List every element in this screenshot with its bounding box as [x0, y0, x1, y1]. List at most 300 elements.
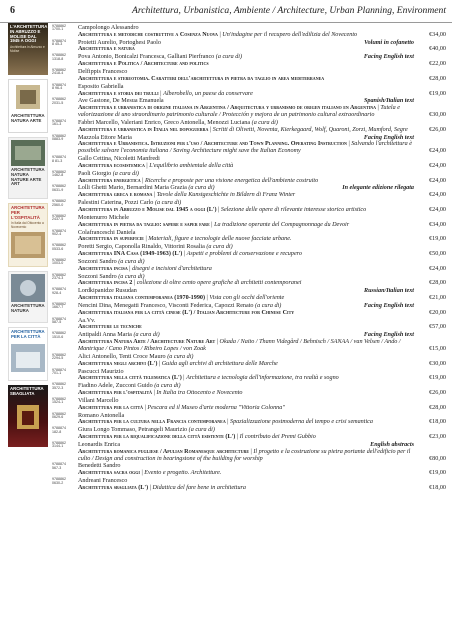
entry-price: €26,00: [429, 126, 446, 133]
catalog-entry[interactable]: [52, 442, 446, 462]
entry-subtitle: Spazializzazione postmoderna del tempo e crisi semantica: [230, 419, 373, 426]
entry-subtitle: Didattica del fare bene in architettura: [152, 484, 246, 491]
catalog-entry[interactable]: [52, 200, 446, 214]
isbn-suffix: 1667-7: [52, 305, 64, 310]
isbn-suffix: 2294-5: [52, 356, 64, 361]
entry-subtitle: Okada / Naito / Thann Videgård / Behnisch / SANAA / van Velsen / Ando / Mantrique / Cano Pintos / Ribeiro Lopes / von Zoak: [78, 339, 401, 352]
isbn-suffix: 0629-6: [52, 414, 64, 419]
isbn-suffix: 1003-0: [52, 261, 64, 266]
isbn-code: [52, 156, 76, 163]
entry-title: Architettura greca e romana: [78, 192, 153, 199]
cover-illustration: [11, 140, 45, 166]
catalog-entry[interactable]: [52, 25, 446, 39]
entry-price: €23,00: [429, 434, 446, 441]
entry-author: Fabbri Marcello, Valeriani Enrico, Greco Antonella, Menozzi Luciana: [78, 119, 251, 126]
catalog-entry[interactable]: [52, 354, 446, 368]
cover-illustration: [13, 82, 43, 112]
entry-title: Architettura per la città: [78, 404, 144, 411]
catalog-entry[interactable]: [52, 274, 446, 288]
catalog-entry[interactable]: [52, 84, 446, 98]
entry-author: Pascucci Maurizio: [78, 368, 124, 375]
entry-flag: Facing English text: [363, 134, 414, 141]
catalog-entry[interactable]: [52, 230, 446, 244]
isbn-suffix: 567-3: [52, 465, 62, 470]
book-cover[interactable]: [8, 79, 48, 133]
isbn-code: [52, 84, 76, 91]
entry-price: €57,00: [429, 324, 446, 331]
entry-author: Aa.Vv.: [78, 317, 96, 324]
entry-author: Sozzoni Sandro: [78, 273, 117, 280]
entry-title-line: [78, 32, 414, 39]
entry-separator: |: [225, 419, 231, 426]
catalog-entry[interactable]: [52, 40, 446, 54]
entry-title: Architettura per la cultura nella Francia contemporanea: [78, 419, 226, 426]
entry-author: Romano Antonella: [78, 412, 125, 419]
catalog-entry[interactable]: [52, 244, 446, 258]
entry-title: Architettura e urbanistica in Italia nel dopoguerra: [78, 126, 209, 133]
entry-author: Montenurro Michele: [78, 214, 129, 221]
isbn-prefix: 9788862: [52, 396, 66, 401]
entry-author-line: [78, 413, 414, 420]
entry-separator: |: [249, 448, 254, 455]
isbn-prefix: 9788874: [52, 462, 66, 467]
entry-subtitle: In Italia tra Ottocento e Novecento: [156, 390, 243, 396]
catalog-entry[interactable]: [52, 171, 446, 185]
entry-author: Antipaldi Anna Maria: [78, 332, 132, 339]
entry-price: €19,00: [429, 90, 446, 97]
entry-title-line: [78, 419, 414, 426]
cover-subtitle: Architettura in Abruzzo e Molise: [10, 45, 45, 53]
entry-title-line: [78, 178, 414, 185]
isbn-suffix: 2418-4: [52, 71, 64, 76]
isbn-code: [52, 259, 76, 266]
isbn-code: [52, 288, 76, 295]
entry-author-line: [78, 215, 414, 222]
entry-title-line: [78, 390, 414, 397]
isbn-code: [52, 413, 76, 420]
entry-separator: |: [182, 251, 187, 258]
entry-editor-note: (a cura di): [154, 383, 181, 390]
entry-price: €19,00: [429, 236, 446, 243]
cover-title: ARCHITETTURA NATURA ARTE: [11, 113, 45, 123]
entry-subtitle: Scritti di Olivetti, Noventa, Kierkegaard, Wolf, Quaroni, Zorzi, Mumford, Segre: [212, 126, 408, 133]
isbn-suffix: 0883-9: [52, 137, 64, 142]
entry-author-line: [78, 478, 414, 485]
cover-illustration: [11, 344, 45, 372]
isbn-code: [52, 463, 76, 470]
isbn-code: [52, 69, 76, 76]
cover-illustration: [13, 401, 43, 433]
catalog-entries: [52, 25, 446, 493]
entry-title: Architettura e stereotomia. Caratteri dell'architettura in pietra da taglio in area mediterranea: [78, 75, 325, 82]
isbn-prefix: 9788874: [52, 316, 66, 321]
book-covers-column: [8, 23, 48, 451]
entry-author-line: [78, 259, 414, 266]
entry-separator: |: [132, 280, 137, 287]
cover-title: ARCHITETTURA NATURA NATURE ARTE ART: [11, 167, 45, 187]
entry-title: Architettura INA Casa (1949-1963) (L'): [78, 251, 183, 258]
catalog-entry[interactable]: [52, 185, 446, 199]
entry-author-line: [78, 120, 414, 127]
entry-title-line: [78, 405, 414, 412]
isbn-suffix: 928-4: [52, 290, 62, 295]
entry-separator: |: [144, 162, 150, 169]
entry-separator: |: [209, 221, 215, 228]
isbn-suffix: 1462-8: [52, 173, 64, 178]
entry-title: Architettura sbagliata (L'): [78, 484, 149, 491]
isbn-code: [52, 442, 76, 449]
entry-subtitle: Salvando l'architettura è possibile salvare l'economia italiana / Saving Architecture might save the Italian Economy: [78, 141, 412, 155]
isbn-suffix: 161-3: [52, 122, 62, 127]
catalog-entry[interactable]: [52, 427, 446, 441]
entry-separator: |: [215, 339, 220, 346]
isbn-prefix: 9788874: [52, 38, 66, 43]
catalog-entry[interactable]: [52, 383, 446, 397]
isbn-prefix: 9788862: [52, 199, 66, 204]
entry-title-line: [78, 141, 414, 155]
entry-price: €24,00: [429, 177, 446, 184]
entry-separator: |: [157, 360, 162, 367]
entry-author-line: [78, 156, 414, 163]
entry-author: Lolli Ghetti Mario, Bernardini Maria Grazia: [78, 185, 187, 192]
entry-title: Architettura Natura Arte / Architecture Nature Art: [78, 339, 216, 346]
entry-title: Architettura e Urbanistica. Istruzioni per l'uso / Architecture and Town Planning. Operating Instruction: [78, 141, 347, 148]
catalog-entry[interactable]: [52, 69, 446, 83]
entry-title-line: [78, 339, 414, 353]
page-header: [0, 0, 452, 23]
catalog-entry[interactable]: [52, 54, 446, 68]
entry-title-line: [78, 375, 414, 382]
isbn-suffix: 8 45-3: [52, 42, 63, 47]
entry-subtitle: Evento e progetto. Architetture.: [144, 470, 222, 477]
entry-separator: |: [376, 105, 381, 112]
entry-title-line: [78, 163, 414, 170]
entry-price: €24,00: [429, 162, 446, 169]
entry-title: Architettura italiana contemporanea (1970-1990): [78, 295, 206, 302]
entry-author: Giura Longo Tommaso, Petrangeli Maurizio: [78, 427, 188, 434]
entry-author: Pova Antonio, Bonicalzi Francesca, Galliani Pierfranco: [78, 54, 215, 61]
entry-author: Leonardis Enrica: [78, 441, 121, 448]
entry-title-line: [78, 91, 414, 98]
entry-editor-note: (a cura di): [118, 258, 145, 265]
entry-editor-note: (a cura di): [167, 353, 194, 360]
isbn-prefix: 9788862: [52, 213, 66, 218]
entry-separator: |: [205, 295, 210, 302]
entry-title: Architettura e natura: [78, 46, 135, 53]
entry-author: Lordkipanidze Rusudan: [78, 288, 137, 295]
isbn-suffix: 902-4: [52, 231, 62, 236]
entry-author: Campolongo Alessandro: [78, 25, 139, 31]
isbn-prefix: 9788862: [52, 440, 66, 445]
entry-subtitle: Il progetto e la costruzione su pietra portante dell'edificio per il culto / Design and construction in bearingstone of the building for worship: [78, 448, 411, 462]
isbn-prefix: 9788874: [52, 426, 66, 431]
entry-separator: |: [148, 484, 153, 491]
isbn-code: [52, 120, 76, 127]
entry-subtitle: collezione di oltre cento opere grafiche di architetti contemporanei: [136, 280, 302, 287]
entry-separator: |: [181, 375, 187, 382]
entry-title: Architettura ecosistemica: [78, 162, 145, 169]
entry-editor-note: (a cura di): [188, 427, 215, 434]
isbn-prefix: 9788862: [52, 382, 66, 387]
entry-author-line: [78, 54, 414, 61]
entry-author: Nencini Dina, Menegatti Francesco, Visconti Federica, Capozzi Renato: [78, 302, 254, 309]
entry-title-line: [78, 105, 414, 119]
entry-title-line: [78, 127, 414, 134]
isbn-code: [52, 398, 76, 405]
isbn-suffix: 3572-3: [52, 385, 64, 390]
isbn-code: [52, 54, 76, 61]
entry-price: €20,00: [429, 309, 446, 316]
entry-title: Architettura italiana per la città cinese (L') / Italian Architecture for Chinese City: [78, 309, 295, 316]
isbn-suffix: 2437-5: [52, 217, 64, 222]
catalog-entry[interactable]: [52, 303, 446, 317]
isbn-prefix: 9788862: [52, 68, 66, 73]
isbn-suffix: 2374-3: [52, 276, 64, 280]
catalog-entry[interactable]: [52, 120, 446, 134]
isbn-suffix: 2560-0: [52, 202, 64, 207]
entry-author: Fiadino Adele, Zucconi Guido: [78, 383, 153, 390]
entry-title-line: [78, 222, 414, 229]
entry-price: €80,00: [429, 455, 446, 462]
isbn-prefix: 9788862: [52, 133, 66, 138]
entry-separator: |: [127, 265, 133, 272]
entry-author-line: [78, 171, 414, 178]
entry-subtitle: Tavole della Kunstgeschichte in Bildern di Franz Winter: [156, 192, 296, 199]
catalog-entry[interactable]: [52, 135, 446, 155]
isbn-prefix: 9788862: [52, 477, 66, 482]
entry-price: €24,00: [429, 192, 446, 199]
entry-author: Villani Marcello: [78, 397, 119, 404]
entry-price: €24,00: [429, 206, 446, 213]
isbn-code: [52, 135, 76, 142]
catalog-entry[interactable]: [52, 413, 446, 427]
entry-author: Sozzoni Sandro: [78, 258, 117, 265]
entry-author-line: [78, 383, 414, 390]
catalog-entry[interactable]: [52, 98, 446, 118]
entry-separator: |: [216, 206, 221, 213]
entry-subtitle: Selezione delle opere di rilevante interesse storico artistico: [220, 206, 367, 213]
entry-title: Architettura e metodiche costruttive a Cosenza Nuova: [78, 31, 218, 38]
isbn-code: [52, 332, 76, 339]
entry-flag: Russian/Italian text: [364, 288, 414, 295]
entry-author: Andreani Francesco: [78, 478, 128, 485]
entry-author-line: [78, 463, 414, 470]
catalog-entry[interactable]: [52, 332, 446, 352]
entry-subtitle: Il contributo dei Premi Gubbio: [239, 434, 316, 441]
isbn-code: [52, 274, 76, 281]
entry-separator: |: [143, 404, 148, 411]
entry-separator: |: [140, 177, 145, 184]
entry-author: Alici Antonello, Tenti Croce Mauro: [78, 353, 166, 360]
catalog-entry[interactable]: [52, 463, 446, 477]
isbn-code: [52, 185, 76, 192]
catalog-entry[interactable]: [52, 215, 446, 229]
entry-title-line: [78, 324, 414, 331]
book-cover[interactable]: [8, 137, 48, 199]
entry-subtitle: Alberobello, un paese da conservare: [163, 90, 253, 97]
entry-subtitle: disegni e incisioni d'architettura: [132, 265, 212, 272]
entry-separator: |: [152, 192, 157, 199]
entry-title: Architettura e Politica / Architecture and politics: [78, 61, 209, 68]
entry-flag: Facing English text: [363, 302, 414, 309]
entry-author: Mazzola Ettore Maria: [78, 134, 132, 141]
cover-title: ARCHITETTURA PER LA CITTÀ: [11, 329, 45, 339]
isbn-code: [52, 98, 76, 105]
isbn-suffix: 2031-5: [52, 100, 64, 105]
isbn-code: [52, 40, 76, 47]
book-cover[interactable]: [8, 203, 48, 267]
entry-title-line: [78, 361, 414, 368]
entry-price: €28,00: [429, 75, 446, 82]
entry-price: €30,00: [429, 360, 446, 367]
entry-title-line: [78, 485, 414, 492]
cover-title: ARCHITETTURA NATURA: [11, 303, 45, 313]
isbn-suffix: 182-8: [52, 429, 62, 434]
isbn-code: [52, 427, 76, 434]
catalog-entry[interactable]: [52, 398, 446, 412]
entry-title-line: [78, 76, 414, 83]
entry-subtitle: Vista con gli occhi dell'oriente: [209, 295, 285, 302]
entry-flag: English abstracts: [370, 441, 414, 448]
entry-title: Architettura negli archivi (L'): [78, 360, 158, 367]
entry-author-line: [78, 303, 414, 310]
entry-title-line: [78, 266, 414, 273]
entry-author: Palestini Caterina, Pozzi Carlo: [78, 200, 154, 207]
catalog-entry[interactable]: [52, 288, 446, 302]
isbn-prefix: 9788862: [52, 97, 66, 102]
isbn-code: [52, 369, 76, 376]
entry-price: €40,00: [429, 46, 446, 53]
entry-editor-note: (a cura di): [255, 302, 282, 309]
entry-title: Architettura incisa: [78, 265, 128, 272]
entry-price: €15,00: [429, 345, 446, 352]
entry-title: Architettura in pietra da taglio: sapere e saper fare: [78, 221, 210, 228]
cover-title: L'ARCHITETTURA IN ABRUZZO E MOLISE DAL 1945 A OGGI: [10, 24, 48, 44]
entry-editor-note: (a cura di): [154, 200, 182, 207]
entry-title: Architettura romanica pugliese / Apulian Romanesque architecture: [78, 448, 250, 455]
catalog-entry[interactable]: [52, 369, 446, 383]
book-cover[interactable]: [8, 385, 48, 447]
entry-subtitle: Tutela e valorizzazione di uno straordinario patrimonio culturale / Protección y mejora de un patrimonio cultural extraordinario: [78, 105, 400, 119]
entry-price: €22,00: [429, 61, 446, 68]
isbn-suffix: 701-1: [52, 370, 62, 375]
isbn-prefix: 9788862: [52, 352, 66, 357]
entry-author: Gallo Cettina, Nicoletti Manfredi: [78, 156, 160, 163]
entry-author-line: [78, 354, 414, 361]
entry-subtitle: La tradizione operante del Compagnonnage du Devoir: [214, 221, 350, 228]
entry-title-line: [78, 280, 414, 287]
entry-subtitle: Ricerche e proposte per una visione energetica dell'ambiente costruito: [144, 177, 319, 184]
isbn-code: [52, 215, 76, 222]
page-title: Architettura, Urbanistica, Ambiente / Architecture, Urban Planning, Environment: [132, 5, 446, 16]
catalog-entry[interactable]: [52, 478, 446, 492]
entry-title: Architettura sacra oggi: [78, 470, 140, 477]
entry-author-line: [78, 200, 414, 207]
entry-price: €19,00: [429, 375, 446, 382]
catalog-entry[interactable]: [52, 318, 446, 332]
entry-separator: |: [139, 470, 145, 477]
entry-author: Colafranceschi Daniela: [78, 229, 136, 236]
entry-price: €50,00: [429, 251, 446, 258]
entry-author-line: [78, 84, 414, 91]
entry-author-line: [78, 398, 414, 405]
entry-title-line: [78, 449, 414, 463]
entry-title-line: [78, 310, 414, 317]
entry-title: Architettura energetica: [78, 177, 141, 184]
entry-editor-note: (a cura di): [251, 119, 278, 126]
entry-price: €18,00: [429, 484, 446, 491]
isbn-prefix: 9788862: [52, 184, 66, 189]
catalog-entry[interactable]: [52, 156, 446, 170]
isbn-code: [52, 383, 76, 390]
entry-price: €28,00: [429, 404, 446, 411]
entry-editor-note: (a cura di): [188, 185, 215, 192]
entry-author: Proietti Aurelio, Portoghesi Paolo: [78, 39, 161, 46]
entry-title-line: [78, 251, 414, 258]
entry-author-line: [78, 318, 414, 325]
catalog-entry[interactable]: [52, 259, 446, 273]
cover-subtitle: In Italia dal Ottocento a Novecento: [11, 221, 44, 229]
entry-subtitle: Un'indagine per il recupero dell'edilizia del Novecento: [222, 31, 358, 38]
entry-price: €28,00: [429, 280, 446, 287]
page-number: 6: [10, 5, 15, 16]
entry-price: €19,00: [429, 470, 446, 477]
entry-flag: Facing English text: [363, 332, 414, 339]
entry-editor-note: (a cura di): [215, 54, 243, 61]
entry-editor-note: (a cura di): [133, 332, 160, 339]
entry-title: Architettura per la riqualificazione della città esistente (L'): [78, 434, 236, 441]
entry-price: €24,00: [429, 265, 446, 272]
cover-title: ARCHITETTURA SBAGLIATA: [10, 386, 44, 396]
isbn-suffix: 8 96-4: [52, 86, 63, 91]
isbn-prefix: 9788874: [52, 118, 66, 123]
entry-subtitle: Pescara ed il Museo d'arte moderna "Vittoria Colonna": [147, 404, 285, 411]
entry-author-line: [78, 442, 414, 449]
cover-illustration: [11, 232, 45, 258]
entry-title: Architetture le tecniche: [78, 324, 142, 331]
isbn-code: [52, 25, 76, 32]
isbn-suffix: 1700-1: [52, 27, 64, 32]
entry-title-line: [78, 470, 414, 477]
entry-separator: |: [208, 126, 213, 133]
isbn-code: [52, 200, 76, 207]
entry-subtitle: Architettura e tecnologia dell'informazione, tra realtà e sogno: [186, 375, 339, 382]
isbn-prefix: 9788874: [52, 82, 66, 87]
entry-title-line: [78, 61, 414, 68]
entry-title: Architettura per l'ospitalità: [78, 390, 153, 396]
isbn-suffix: 1318-8: [52, 56, 64, 61]
book-cover[interactable]: [8, 271, 48, 323]
entry-title: Architettura e urbanistica di origine italiana in Argentina / Arquitectura y urbanismo de origen italiano en Argentina: [78, 105, 376, 112]
entry-flag: Spanish/Italian text: [364, 98, 414, 105]
isbn-prefix: 9788874: [52, 367, 66, 372]
entry-separator: |: [235, 434, 240, 441]
book-cover[interactable]: [8, 327, 48, 381]
entry-author-line: [78, 40, 414, 47]
entry-price: €24,00: [429, 148, 446, 155]
isbn-prefix: 9788862: [52, 257, 66, 262]
entry-editor-note: (a cura di): [112, 170, 139, 177]
entry-subtitle: Guida agli archivi di architettura delle Marche: [161, 360, 278, 367]
entry-author-line: [78, 25, 414, 32]
isbn-prefix: 9788862: [52, 24, 66, 28]
book-cover[interactable]: [8, 23, 48, 75]
entry-title-line: [78, 434, 414, 441]
entry-separator: |: [143, 236, 149, 243]
isbn-code: [52, 318, 76, 325]
isbn-suffix: 8 81-3: [52, 158, 63, 163]
entry-price: €34,00: [429, 221, 446, 228]
